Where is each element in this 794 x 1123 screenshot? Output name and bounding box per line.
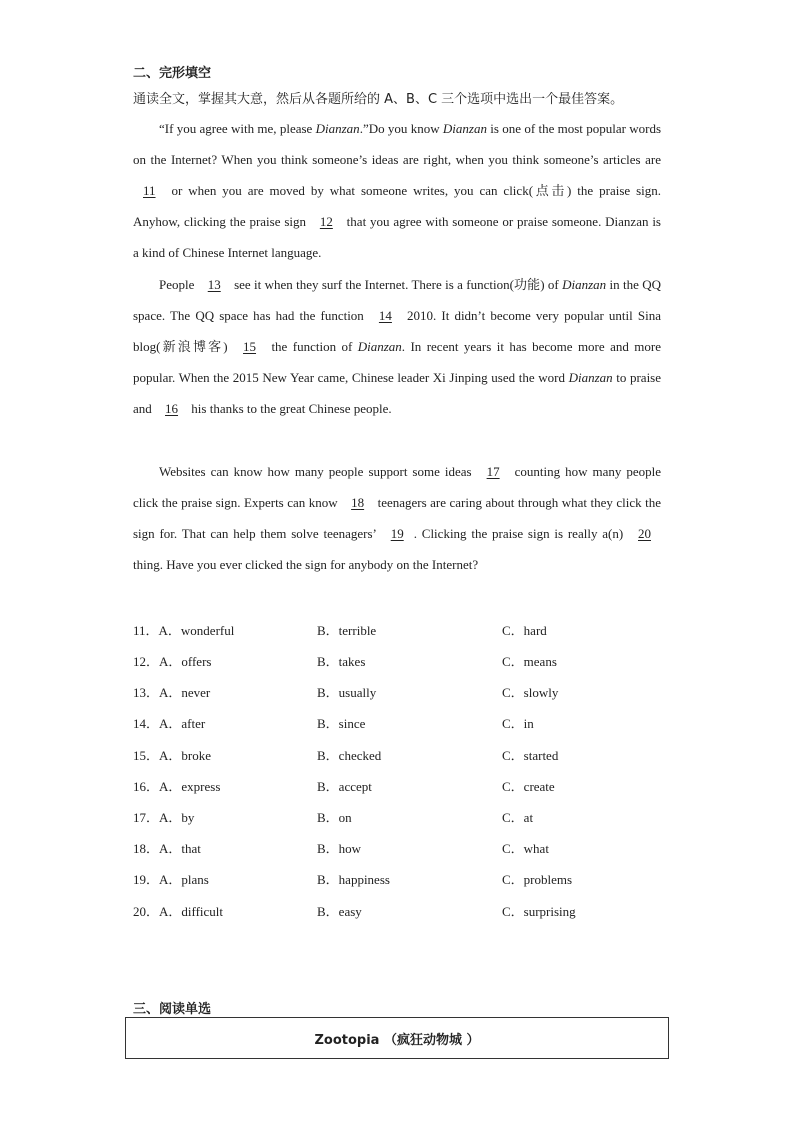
question-18-options xyxy=(133,838,693,858)
question-13-options xyxy=(133,682,693,702)
option-c[interactable]: C．at xyxy=(502,810,534,825)
blank-20[interactable]: 20 xyxy=(638,526,651,542)
option-a[interactable]: 16．A．express xyxy=(133,779,221,794)
blank-16[interactable]: 16 xyxy=(165,401,179,417)
blank-13[interactable]: 13 xyxy=(207,277,221,292)
option-b[interactable]: B．usually xyxy=(317,685,377,700)
option-c[interactable]: C．hard xyxy=(502,623,547,638)
option-b[interactable]: B．how xyxy=(317,841,362,856)
option-c[interactable]: C．in xyxy=(502,716,534,731)
option-a[interactable]: 18．A．that xyxy=(133,841,201,856)
option-c[interactable]: C．what xyxy=(502,841,549,856)
blank-15[interactable]: 15 xyxy=(243,339,257,355)
question-17-options xyxy=(133,807,693,827)
question-12-options xyxy=(133,651,693,671)
option-b[interactable]: B．accept xyxy=(317,779,372,794)
question-14-options xyxy=(133,713,693,733)
option-b[interactable]: B．easy xyxy=(317,904,362,919)
option-c[interactable]: C．problems xyxy=(502,872,573,887)
option-b[interactable]: B．takes xyxy=(317,654,366,669)
question-20-options xyxy=(133,901,693,921)
section-heading-cloze: 二、完形填空 xyxy=(133,66,212,81)
option-b[interactable]: B．since xyxy=(317,716,366,731)
question-11-options xyxy=(133,620,693,640)
passage-paragraph-1: “If you agree with me, please Dianzan.”Do you know Dianzan is one of the most popular words on the Internet? When you think someone’s ideas are right, when you think someone’s articles are 11 or when you are moved by what someone writes, you can click(点击) the praise sign. Anyhow, clicking the praise sign 12 that you agree with someone or praise someone. Dianzan is a kind of Chinese Internet language. xyxy=(133,121,662,261)
option-b[interactable]: B．checked xyxy=(317,748,382,763)
option-a[interactable]: 15．A．broke xyxy=(133,748,211,763)
option-b[interactable]: B．terrible xyxy=(317,623,377,638)
option-a[interactable]: 17．A．by xyxy=(133,810,195,825)
option-c[interactable]: C．surprising xyxy=(502,904,576,919)
option-c[interactable]: C．started xyxy=(502,748,559,763)
passage-paragraph-3: Websites can know how many people support some ideas 17 counting how many people click the praise sign. Experts can know 18 teenagers are caring about through what they click the sign for. That can help them solve teenagers’ 19 . Clicking the praise sign is really a(n) 20 thing. Have you ever clicked the sign for anybody on the Internet? xyxy=(133,456,661,580)
option-c[interactable]: C．slowly xyxy=(502,685,559,700)
blank-19[interactable]: 19 xyxy=(390,526,404,542)
passage-paragraph-2: People 13 see it when they surf the Internet. There is a function(功能) of Dianzan in the QQ space. The QQ space has had the function 14 2010. It didn’t become very popular until Sina blog(新浪博客) 15 the function of Dianzan. In recent years it has become more and more popular. When the 2015 New Year came, Chinese leader Xi Jinping used the word Dianzan to praise and 16 his thanks to the great Chinese people. xyxy=(133,269,661,424)
blank-17[interactable]: 17 xyxy=(486,464,500,479)
blank-18[interactable]: 18 xyxy=(351,495,365,511)
blank-12[interactable]: 12 xyxy=(319,214,333,230)
reading-passage-title-box: Zootopia （疯狂动物城 ） xyxy=(125,1017,669,1059)
blank-11[interactable]: 11 xyxy=(143,183,156,199)
option-a[interactable]: 20．A．difficult xyxy=(133,904,224,919)
option-c[interactable]: C．means xyxy=(502,654,557,669)
option-a[interactable]: 14．A．after xyxy=(133,716,206,731)
question-16-options xyxy=(133,776,693,796)
option-b[interactable]: B．on xyxy=(317,810,352,825)
option-b[interactable]: B．happiness xyxy=(317,872,390,887)
option-a[interactable]: 13．A．never xyxy=(133,685,211,700)
blank-14[interactable]: 14 xyxy=(378,308,392,324)
option-c[interactable]: C．create xyxy=(502,779,555,794)
question-15-options xyxy=(133,745,693,765)
option-a[interactable]: 11．A．wonderful xyxy=(133,623,235,638)
instruction-text: 通读全文，掌握其大意，然后从各题所给的 A、B、C 三个选项中选出一个最佳答案。 xyxy=(133,92,624,107)
option-a[interactable]: 19．A．plans xyxy=(133,872,209,887)
question-19-options xyxy=(133,869,693,889)
section-heading-reading: 三、阅读单选 xyxy=(133,1002,212,1017)
option-a[interactable]: 12．A．offers xyxy=(133,654,212,669)
